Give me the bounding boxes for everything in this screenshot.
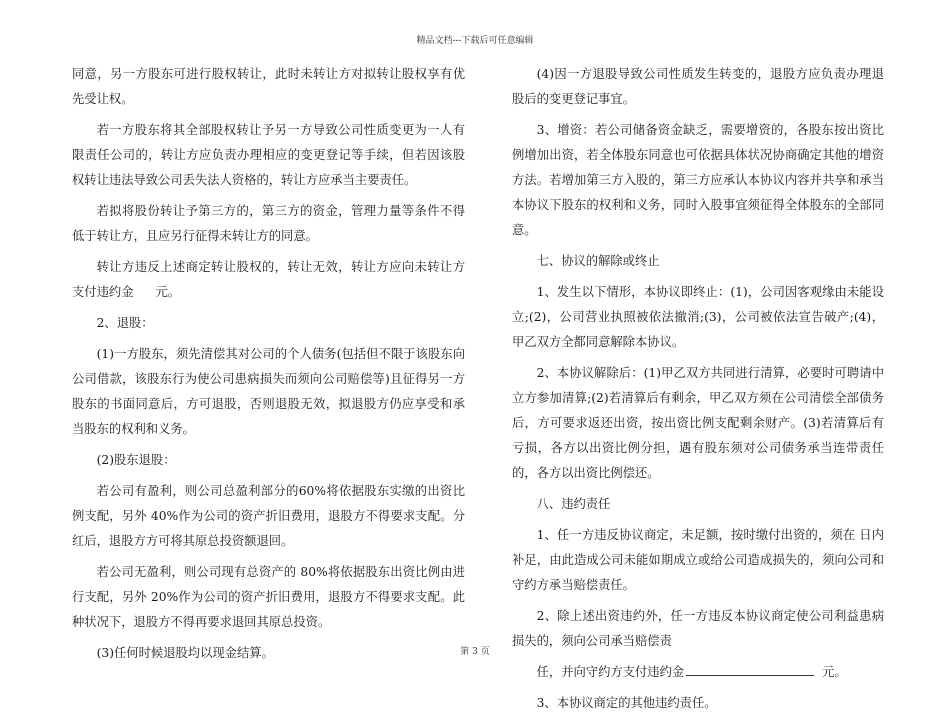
paragraph: 3、本协议商定的其他违约责任。 xyxy=(536,696,717,710)
paragraph: 1、发生以下情形，本协议即终止：(1)，公司因客观缘由未能设立;(2)，公司营业执照被依法撤消;(3)，公司被依法宣告破产;(4)，甲乙双方全都同意解除本协议。 xyxy=(512,285,884,349)
paragraph: 若公司无盈利，则公司现有总资产的 80%将依据股东出资比例由进行支配，另外 20%作为公司的资产折旧费用，退股方不得要求支配。此种状况下，退股方不得再要求退回其原总投资。 xyxy=(72,565,465,629)
paragraph: 同意，另一方股东可进行股权转让，此时未转让方对拟转让股权享有优先受让权。 xyxy=(72,67,465,106)
section-heading: 七、协议的解除或终止 xyxy=(536,254,660,268)
paragraph: 2、除上述出资违约外，任一方违反本协议商定使公司利益患病损失的，须向公司承当赔偿责 xyxy=(512,609,884,648)
paragraph: (3)任何时候退股均以现金结算。 xyxy=(96,646,274,660)
paragraph: 若一方股东将其全部股权转让予另一方导致公司性质变更为一人有限责任公司的，转让方应负责办理相应的变更登记等手续，但若因该股权转让违法导致公司丢失法人资格的，转让方应承当主要责任。 xyxy=(72,123,465,187)
fill-in-blank xyxy=(686,663,814,676)
penalty-suffix: 元。 xyxy=(155,285,181,299)
paragraph: 1、任一方违反协议商定，未足额，按时缴付出资的，须在 日内补足，由此造成公司未能如期成立或给公司造成损失的，须向公司和守约方承当赔偿责任。 xyxy=(512,528,884,592)
paragraph xyxy=(512,660,884,685)
paragraph xyxy=(72,255,465,305)
paragraph: (2)股东退股： xyxy=(96,453,176,467)
section-heading: 2、退股： xyxy=(96,316,154,330)
section-heading: 八、违约责任 xyxy=(536,497,611,511)
paragraph: (1)一方股东，须先清偿其对公司的个人债务(包括但不限于该股东向公司借款，该股东行为使公司患病损失而须向公司赔偿等)且征得另一方股东的书面同意后，方可退股，否则退股无效，拟退股方仍应享受和承当股东的权利和义务。 xyxy=(72,347,465,436)
paragraph-text: 转让方违反上述商定转让股权的，转让无效，转让方应向未转让方支付违约金 xyxy=(72,260,465,299)
paragraph: 2、本协议解除后：(1)甲乙双方共同进行清算，必要时可聘请中立方参加清算;(2)若清算后有剩余，甲乙双方须在公司清偿全部债务后，方可要求返还出资，按出资比例支配剩余财产。(3)若清算后有亏损，各方以出资比例分担，遇有股东须对公司债务承当连带责任的，各方以出资比例偿还。 xyxy=(512,366,884,480)
page-number: 第 3 页 xyxy=(460,647,490,657)
right-column xyxy=(512,62,884,722)
page-header: 精品文档---下载后可任意编辑 xyxy=(416,36,534,46)
paragraph: 若拟将股份转让予第三方的，第三方的资金，管理力量等条件不得低于转让方，且应另行征得未转让方的同意。 xyxy=(72,204,465,243)
paragraph: 若公司有盈利，则公司总盈利部分的60%将依据股东实缴的出资比例支配，另外 40%作为公司的资产折旧费用，退股方不得要求支配。分红后，退股方方可将其原总投资额退回。 xyxy=(72,484,465,548)
paragraph-text: 任，并向守约方支付违约金 xyxy=(536,665,685,679)
left-column xyxy=(72,62,465,672)
paragraph: 3、增资：若公司储备资金缺乏，需要增资的，各股东按出资比例增加出资，若全体股东同意也可依据具体状况协商确定其他的增资方法。若增加第三方入股的，第三方应承认本协议内容并共享和承当本协议下股东的权利和义务，同时入股事宜须征得全体股东的全部同意。 xyxy=(512,123,884,237)
amount-suffix: 元。 xyxy=(822,665,847,679)
paragraph: (4)因一方退股导致公司性质发生转变的，退股方应负责办理退股后的变更登记事宜。 xyxy=(512,67,884,106)
